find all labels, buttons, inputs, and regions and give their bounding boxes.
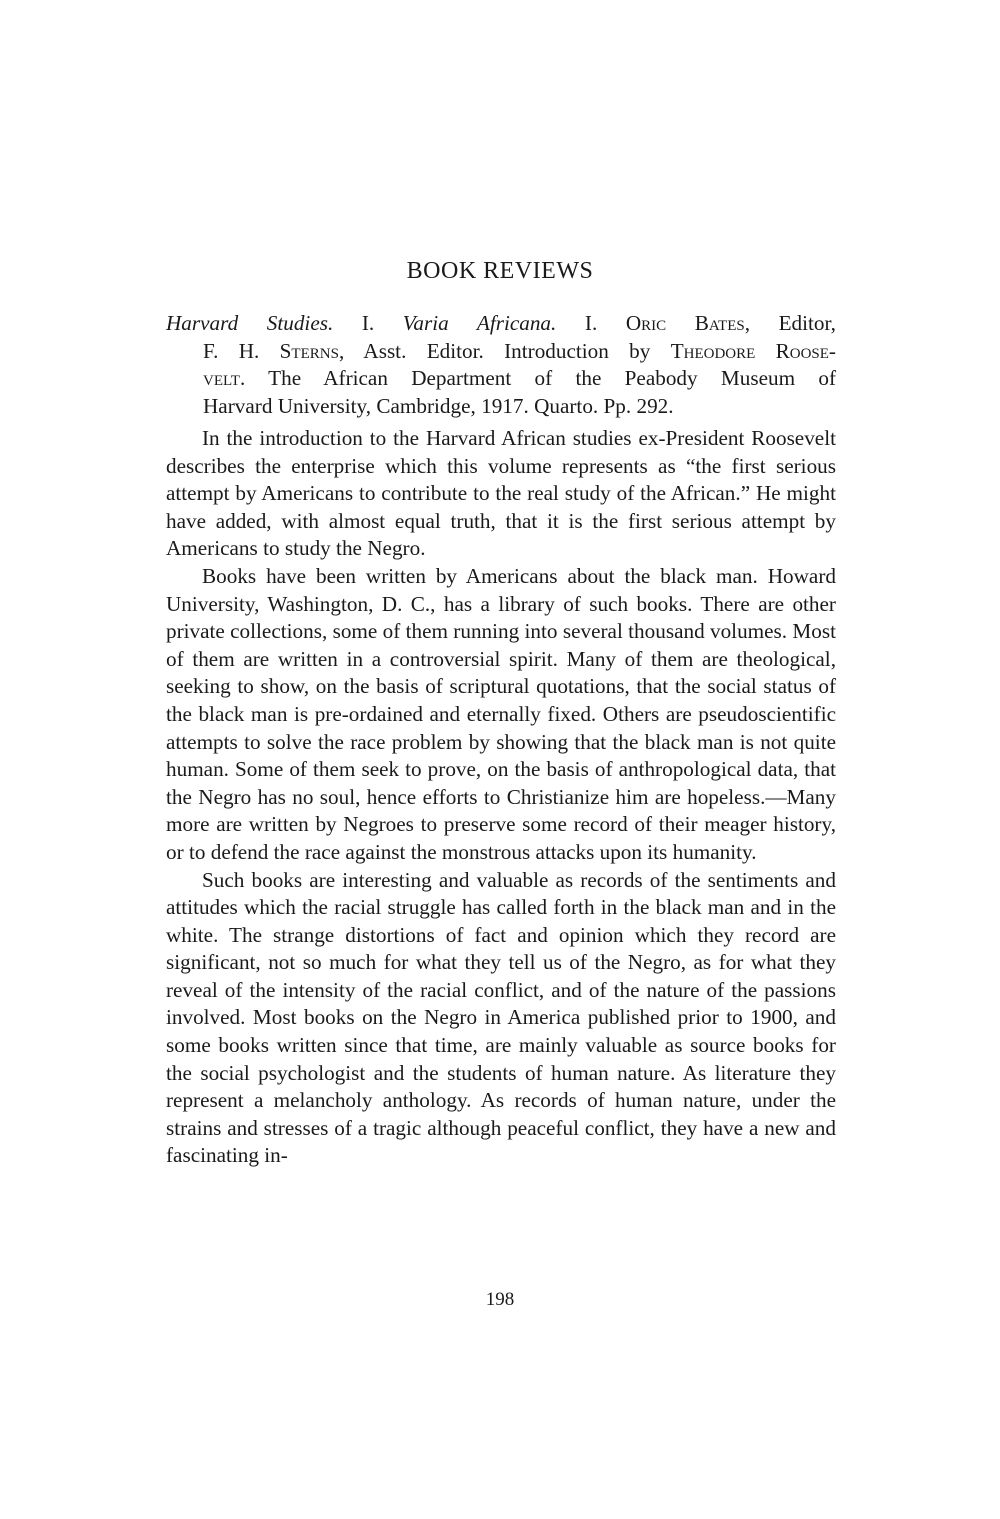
paragraph-2: Books have been written by Americans about the black man. Howard University, Washington, D. C., has a library of such books. There are other private collections, some of them running into several thousand volumes. Most of them are written in a controversial spirit. Many of them are theological, seeking to show, on the basis of scriptural quotations, that the social status of the black man is pre-ordained and eternally fixed. Others are pseudoscientific attempts to solve the race problem by showing that the black man is not quite human. Some of them seek to prove, on the basis of anthropological data, that the Negro has no soul, hence efforts to Christianize him are hopeless.—Many more are written by Negroes to preserve some record of their meager history, or to defend the race against the monstrous attacks upon its humanity. [166,563,836,864]
publisher-line: . The African Department of the Peabody Museum of [239,366,836,391]
volume-number: I. [584,311,598,335]
citation-line-1 [166,310,836,338]
editor-name: Oric Bates [625,311,745,335]
asst-editor-role: , Asst. Editor. Introduction by [338,338,651,363]
intro-author-part2: velt [203,366,240,391]
citation-line-4: Harvard University, Cambridge, 1917. Quarto. Pp. 292. [203,393,674,418]
paragraph-1: In the introduction to the Harvard African studies ex-President Roosevelt describes the enterprise which this volume represents as “the first serious attempt by Americans to contribute to the real study of the African.” He might have added, with almost equal truth, that it is the first serious attempt by Americans to study the Negro. [166,426,836,561]
intro-author-part1: Theodore Roose- [670,338,836,363]
volume-title: Varia Africana. [402,311,557,335]
page-number: 198 [485,1289,515,1310]
asst-editor-prefix: F. H. [203,338,260,363]
review-body [166,425,836,1170]
citation-line-3 [166,365,836,393]
asst-editor-name: Sterns [279,338,339,363]
book-citation [166,310,836,420]
series-number: I. [361,311,375,335]
editor-role: , Editor, [744,311,836,335]
citation-line-2 [166,338,836,366]
series-title: Harvard Studies. [166,311,334,335]
paragraph-3: Such books are interesting and valuable as records of the sentiments and attitudes which the racial struggle has called forth in the black man and in the white. The strange distortions of fact and opinion which they record are significant, not so much for what they tell us of the Negro, as for what they reveal of the intensity of the racial conflict, and of the nature of the passions involved. Most books on the Negro in America published prior to 1900, and some books written since that time, are mainly valuable as source books for the social psychologist and the students of human nature. As literature they represent a melancholy anthology. As records of human nature, under the strains and stresses of a tragic although peaceful conflict, they have a new and fascinating in- [166,867,836,1168]
section-heading: BOOK REVIEWS [406,258,594,284]
